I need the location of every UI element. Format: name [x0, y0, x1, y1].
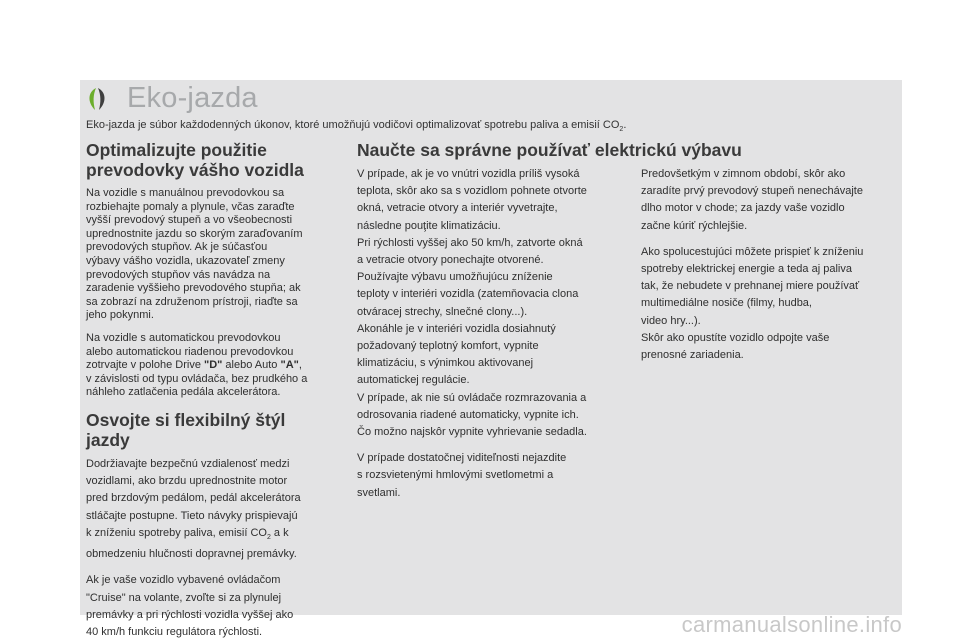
right-column	[641, 166, 903, 364]
section-heading-gearbox: Optimalizujte použitie prevodovky vášho vozidla	[86, 140, 304, 180]
eco-leaf-icon	[84, 86, 110, 112]
paragraph-automatic-gearbox: Na vozidle s automatickou prevodovkou alebo automatickou riadenou prevodovkou zotrvajte v polohe Drive "D" alebo Auto "A", v závislosti od typu ovládača, bez prudkého a náhleho zatlačenia pedála akcelerátora.	[86, 331, 308, 399]
paragraph-passengers: Ako spolucestujúci môžete prispieť k zníženiu spotreby elektrickej energie a teda aj paliva tak, že nebudete v prehnanej miere používať multimediálne nosiče (filmy, hudba, video hry...). Skôr ako opustíte vozidlo odpojte vaše prenosné zariadenia.	[641, 245, 864, 362]
left-column	[86, 140, 336, 641]
paragraph-manual-gearbox: Na vozidle s manuálnou prevodovkou sa rozbiehajte pomaly a plynule, včas zaraďte vyšší prevodový stupeň a vo všeobecnosti uprednostnite jazdu so skorým zaraďovaním prevodových stupňov. Ak je súčasťou výbavy vášho vozidla, ukazovateľ zmeny prevodových stupňov vás navádza na zaradenie vyššieho prevodového stupňa; ak sa zobrazí na združenom prístroji, riaďte sa jeho pokynmi.	[86, 187, 303, 322]
paragraph-safe-distance: Dodržiavajte bezpečnú vzdialenosť medzi vozidlami, ako brzdu uprednostnite motor pred brzdovým pedálom, pedál akcelerátora stláčajte postupne. Tieto návyky prispievajú k zníženiu spotreby paliva, emisií $CO_2$ a k obmedzeniu hlučnosti dopravnej premávky.	[86, 457, 301, 561]
section-heading-electrical: Naučte sa správne používať elektrickú výbavu	[357, 140, 742, 160]
paragraph-fog-lights: V prípade dostatočnej viditeľnosti nejazdite s rozsvietenými hmlovými svetlometmi a svetlami.	[357, 452, 567, 499]
intro-text: Eko-jazda je súbor každodenných úkonov, ktoré umožňujú vodičovi optimalizovať spotrebu paliva a emisií $CO_2$.	[86, 119, 627, 134]
paragraph-cruise-control: Ak je vaše vozidlo vybavené ovládačom "Cruise" na volante, zvoľte si za plynulej premávky a pri rýchlosti vozidla vyššej ako 40 km/h funkciu regulátora rýchlosti.	[86, 574, 294, 638]
middle-column	[357, 166, 627, 502]
page-title: Eko-jazda	[127, 82, 258, 114]
paragraph-ventilation: V prípade, ak je vo vnútri vozidla príliš vysoká teplota, skôr ako sa s vozidlom pohnete otvorte okná, vetracie otvory a interiér vyvetrajte, následne pouţite klimatizáciu. Pri rýchlosti vyššej ako 50 km/h, zatvorte okná a vetracie otvory ponechajte otvorené. Používajte výbavu umožňujúcu zníženie teploty v interiéri vozidla (zatemňovacia clona otváracej strechy, slnečné clony...). Akonáhle je v interiéri vozidla dosiahnutý požadovaný teplotný komfort, vypnite klimatizáciu, s výnimkou aktivovanej automatickej regulácie. V prípade, ak nie sú ovládače rozmrazovania a odrosovania riadené automaticky, vypnite ich. Čo možno najskôr vypnite vyhrievanie sedadla.	[357, 168, 587, 439]
watermark-text: carmanualsonline.info	[681, 612, 902, 637]
section-heading-driving-style: Osvojte si flexibilný štýl jazdy	[86, 409, 286, 450]
paragraph-winter-engine: Predovšetkým v zimnom období, skôr ako zaradíte prvý prevodový stupeň nenechávajte dlho motor v chode; za jazdy vaše vozidlo začne kúriť rýchlejšie.	[641, 168, 863, 232]
